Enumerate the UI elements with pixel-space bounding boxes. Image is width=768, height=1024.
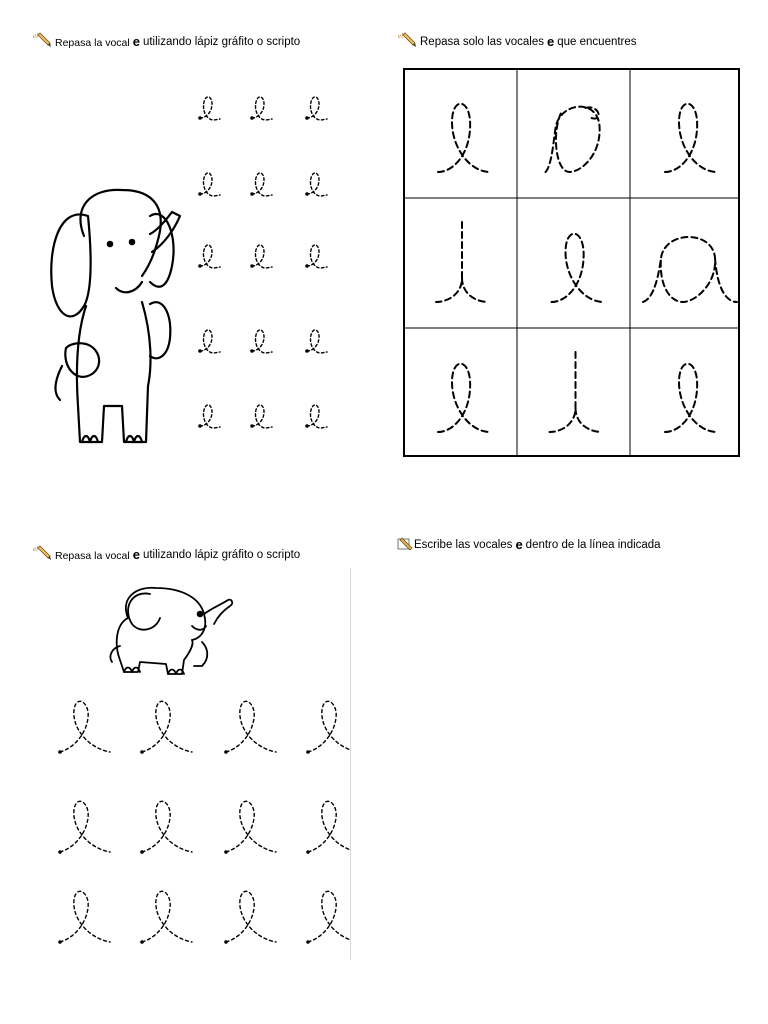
cursive-e-trace — [252, 330, 272, 353]
cursive-loop-trace — [308, 891, 350, 942]
vowel-letter: e — [132, 34, 140, 49]
start-dot — [198, 116, 202, 120]
start-dot — [224, 940, 228, 944]
cursive-e-trace — [252, 405, 272, 428]
start-dot — [250, 424, 254, 428]
instruction-heading-bottom-left — [32, 543, 300, 561]
start-dot — [250, 116, 254, 120]
pencil-icon — [32, 30, 54, 48]
start-dot — [250, 192, 254, 196]
start-dot — [198, 424, 202, 428]
cursive-e-trace — [200, 173, 220, 196]
instruction-text-start: Repasa solo las vocales — [420, 35, 545, 48]
svg-text:el: el — [398, 32, 404, 40]
start-dot — [140, 850, 144, 854]
cursive-loop-trace — [308, 701, 350, 752]
start-dot — [198, 349, 202, 353]
cursive-e-trace — [307, 330, 327, 353]
vowel-letter: e — [132, 547, 140, 562]
grid-cell-vowel-e — [552, 234, 604, 302]
tracing-letter-grid — [198, 97, 327, 428]
start-dot — [140, 940, 144, 944]
start-dot — [198, 264, 202, 268]
cursive-e-trace — [307, 97, 327, 120]
start-dot — [58, 940, 62, 944]
cursive-e-trace — [307, 173, 327, 196]
instruction-heading-bottom-right — [397, 537, 661, 551]
instruction-text-start: Repasa la vocal — [55, 549, 130, 562]
grid-cell-letter-o — [546, 107, 600, 172]
cursive-loop-trace — [226, 801, 276, 852]
start-dot — [306, 750, 310, 754]
start-dot — [250, 349, 254, 353]
start-dot — [198, 192, 202, 196]
grid-cell-vowel-e — [438, 364, 490, 432]
cursive-loop-trace — [226, 891, 276, 942]
svg-text:el: el — [33, 545, 39, 553]
cursive-loop-trace — [142, 701, 192, 752]
cursive-e-trace — [200, 245, 220, 268]
baby-elephant-illustration — [110, 588, 232, 674]
start-dot — [305, 116, 309, 120]
grid-cell-vowel-e — [665, 364, 717, 432]
start-dot — [58, 750, 62, 754]
start-dot — [224, 750, 228, 754]
cursive-loop-trace — [60, 891, 110, 942]
cursive-loop-trace — [60, 701, 110, 752]
start-dot — [305, 349, 309, 353]
elephant-illustration — [51, 190, 180, 442]
cursive-e-trace — [200, 97, 220, 120]
instruction-text-start: Escribe las vocales — [414, 538, 513, 551]
instruction-text-start: Repasa la vocal — [55, 36, 130, 49]
start-dot — [305, 264, 309, 268]
cursive-loop-trace — [60, 801, 110, 852]
start-dot — [305, 192, 309, 196]
instruction-heading-top-right — [397, 30, 637, 48]
cursive-e-trace — [252, 173, 272, 196]
cursive-e-trace — [252, 245, 272, 268]
start-dot — [224, 850, 228, 854]
cursive-e-trace — [200, 330, 220, 353]
grid-cell-letter-i — [436, 222, 488, 302]
start-dot — [306, 850, 310, 854]
grid-cell-vowel-e — [438, 104, 490, 172]
instruction-text-end: dentro de la línea indicada — [525, 538, 661, 551]
vowel-recognition-grid — [403, 68, 740, 457]
start-dot — [58, 850, 62, 854]
grid-cell-letter-i — [550, 352, 602, 432]
pencil-icon — [397, 30, 419, 48]
instruction-text-end: utilizando lápiz gráfito o scripto — [142, 548, 301, 561]
cursive-e-trace — [252, 97, 272, 120]
elephant-loop-trace-panel — [32, 568, 351, 960]
tracing-loop-grid — [58, 701, 350, 944]
vowel-letter: e — [547, 34, 555, 49]
start-dot — [250, 264, 254, 268]
start-dot — [140, 750, 144, 754]
cursive-e-trace — [307, 245, 327, 268]
instruction-text-end: que encuentres — [557, 35, 637, 48]
svg-text:el: el — [33, 32, 39, 40]
start-dot — [306, 940, 310, 944]
cursive-loop-trace — [308, 801, 350, 852]
pencil-icon — [32, 543, 54, 561]
elephant-trace-panel — [32, 66, 354, 458]
note-pencil-icon — [397, 537, 413, 551]
instruction-text-end: utilizando lápiz gráfito o scripto — [142, 35, 301, 48]
grid-cell-vowel-e — [665, 104, 717, 172]
cursive-loop-trace — [226, 701, 276, 752]
vowel-letter: e — [515, 537, 523, 552]
cursive-loop-trace — [142, 891, 192, 942]
cursive-e-trace — [200, 405, 220, 428]
grid-cell-letter-a — [643, 237, 737, 302]
cursive-e-trace — [307, 405, 327, 428]
cursive-loop-trace — [142, 801, 192, 852]
start-dot — [305, 424, 309, 428]
instruction-heading-top-left — [32, 30, 300, 48]
